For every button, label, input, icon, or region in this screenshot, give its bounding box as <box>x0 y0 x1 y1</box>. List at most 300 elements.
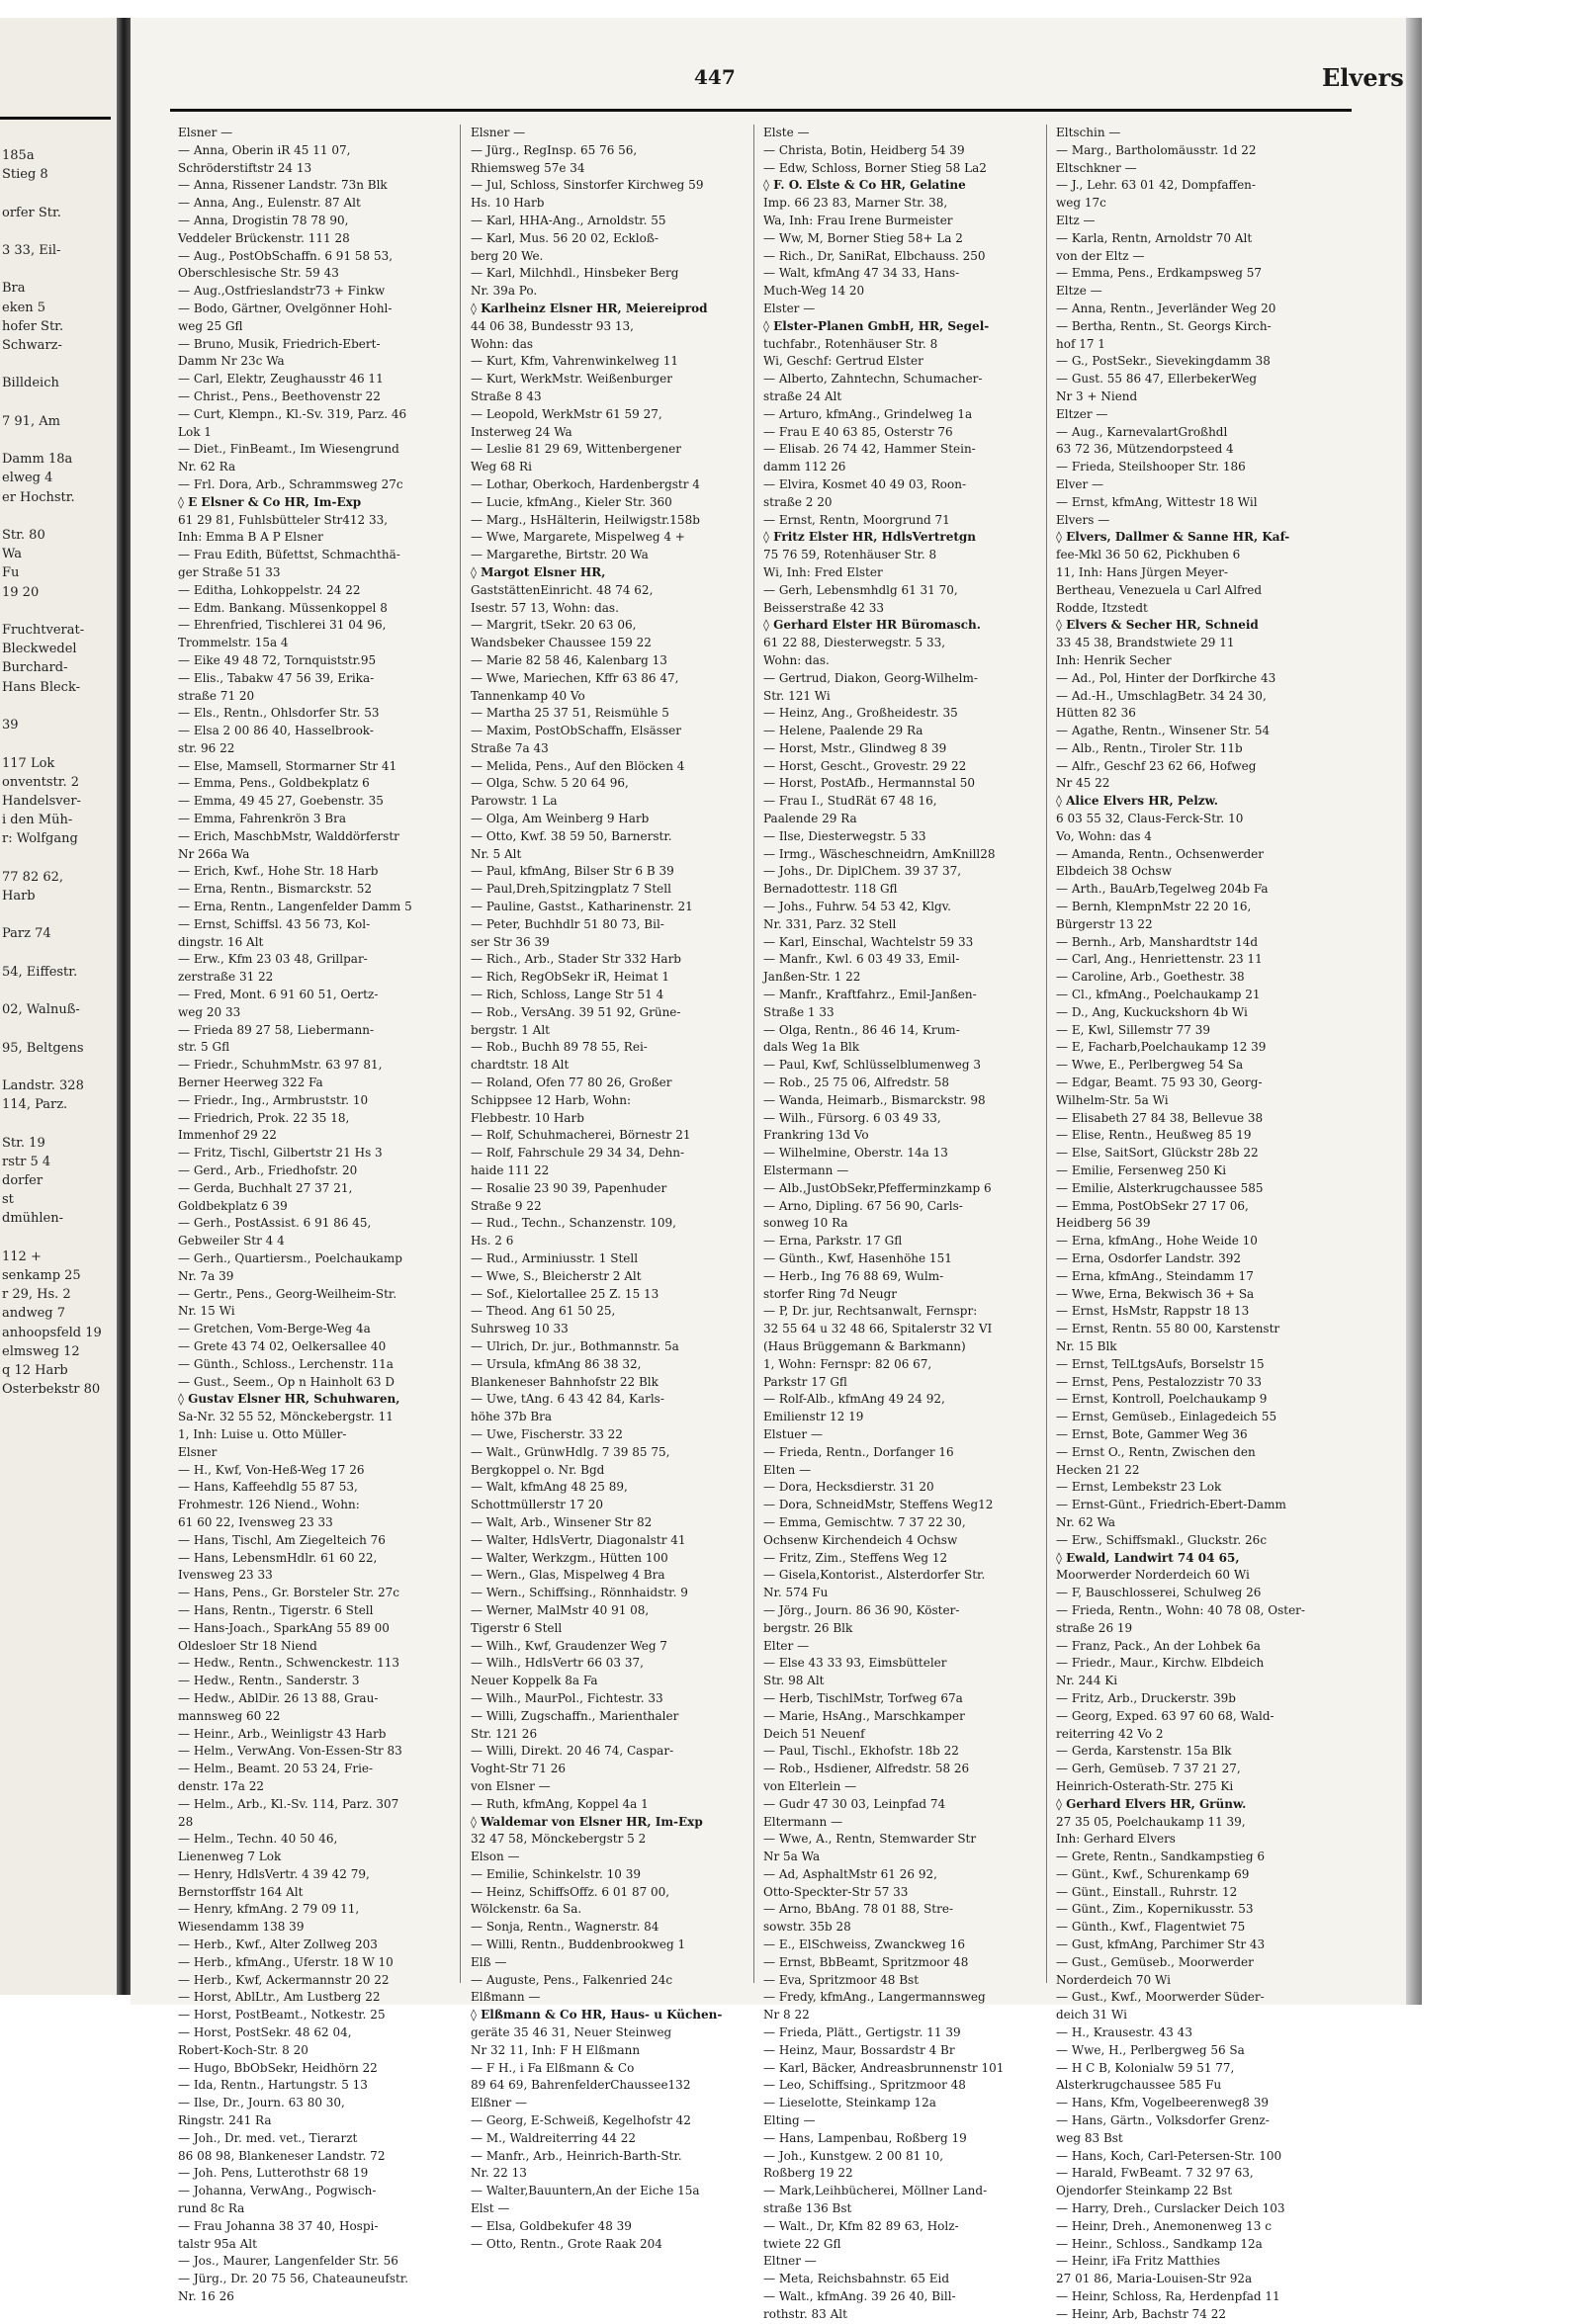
directory-entry-line: weg 17c <box>1056 196 1106 211</box>
directory-entry-line: — Ernst, Pens, Pestalozzistr 70 33 <box>1056 1374 1263 1389</box>
directory-entry-line: — Pauline, Gastst., Katharinenstr. 21 <box>471 900 693 914</box>
directory-entry-line: — Johanna, VerwAng., Pogwisch- <box>178 2184 377 2198</box>
directory-entry-line: Nr. 22 13 <box>471 2166 527 2181</box>
directory-entry-line: — Alb., Rentn., Tiroler Str. 11b <box>1056 740 1243 755</box>
directory-entry-line: — Heinr., Schloss., Sandkamp 12a <box>1056 2236 1263 2251</box>
directory-entry-line: — Herb., Kwf, Ackermannstr 20 22 <box>178 1972 390 1987</box>
directory-entry-line: ◊ Margot Elsner HR, <box>471 564 606 579</box>
previous-page-line <box>2 982 115 1000</box>
directory-entry-line: — M., Waldreiterring 44 22 <box>471 2130 636 2145</box>
directory-entry-line: Eltzer — <box>1056 406 1108 421</box>
directory-entry-line: — Friedrich, Prok. 22 35 18, <box>178 1110 350 1125</box>
previous-page-line <box>2 393 115 412</box>
directory-entry-line: dingstr. 16 Alt <box>178 934 264 949</box>
directory-entry-line: — Alfr., Geschf 23 62 66, Hofweg <box>1056 758 1257 773</box>
directory-entry-line: — Horst, Gescht., Grovestr. 29 22 <box>763 758 967 773</box>
directory-entry-line: Schottmüllerstr 17 20 <box>471 1498 604 1512</box>
directory-entry-line: sowstr. 35b 28 <box>763 1920 851 1935</box>
directory-columns <box>178 125 1355 2321</box>
directory-entry-line: — Uwe, tAng. 6 43 42 84, Karls- <box>471 1392 664 1407</box>
directory-entry-line: — Hans, Pens., Gr. Borsteler Str. 27c <box>178 1586 399 1600</box>
previous-page-line <box>2 1229 115 1248</box>
directory-entry-line: ser Str 36 39 <box>471 934 550 949</box>
directory-entry-line: Berner Heerweg 322 Fa <box>178 1076 323 1090</box>
directory-entry-line: ◊ Ewald, Landwirt 74 04 65, <box>1056 1550 1240 1565</box>
directory-entry-line: — Gisela,Kontorist., Alsterdorfer Str. <box>763 1568 986 1583</box>
directory-entry-line: Eltermann — <box>763 1814 843 1829</box>
directory-entry-line: Alsterkrugchaussee 585 Fu <box>1056 2078 1222 2093</box>
directory-entry-line: straße 2 20 <box>763 494 833 509</box>
directory-entry-line: — Franz, Pack., An der Lohbek 6a <box>1056 1638 1261 1653</box>
directory-entry-line: — Wilh., MaurPol., Fichtestr. 33 <box>471 1690 663 1705</box>
directory-entry-line: — Anna, Rissener Landstr. 73n Blk <box>178 178 388 193</box>
directory-entry-line: — Erw., Schiffsmakl., Gluckstr. 26c <box>1056 1532 1268 1547</box>
directory-entry-line: Str. 121 26 <box>471 1726 538 1741</box>
directory-entry-line: Nr 32 11, Inh: F H Elßmann <box>471 2042 641 2057</box>
directory-entry-line: — Aug., KarnevalartGroßhdl <box>1056 424 1228 439</box>
previous-page-line: Schwarz- <box>2 338 62 354</box>
previous-page-line <box>2 1019 115 1038</box>
directory-entry-line: ◊ Elster-Planen GmbH, HR, Segel- <box>763 318 990 333</box>
directory-entry-line: Tigerstr 6 Stell <box>471 1620 563 1635</box>
directory-entry-line: Veddeler Brückenstr. 111 28 <box>178 230 350 245</box>
directory-entry-line: — Hans-Joach., SparkAng 55 89 00 <box>178 1620 390 1635</box>
directory-entry-line: ◊ Elvers, Dallmer & Sanne HR, Kaf- <box>1056 530 1290 545</box>
directory-entry-line: — Arno, Dipling. 67 56 90, Carls- <box>763 1198 963 1213</box>
previous-page-line: senkamp 25 <box>2 1267 81 1283</box>
previous-page-line: Bra <box>2 281 26 297</box>
directory-entry-line: — Johs., Fuhrw. 54 53 42, Klgv. <box>763 900 951 914</box>
directory-entry-line: — Wwe, Margarete, Mispelweg 4 + <box>471 530 685 545</box>
directory-entry-line: — Ernst, Schiffsl. 43 56 73, Kol- <box>178 916 371 931</box>
previous-page-line: eken 5 <box>2 300 46 315</box>
directory-entry-line: — Wern., Glas, Mispelweg 4 Bra <box>471 1568 665 1583</box>
directory-entry-line: Ojendorfer Steinkamp 22 Bst <box>1056 2184 1233 2198</box>
previous-page-line: Parz 74 <box>2 926 51 942</box>
directory-entry-line: — Gerh, Gemüseb. 7 37 21 27, <box>1056 1762 1241 1776</box>
directory-entry-line: 32 47 58, Mönckebergstr 5 2 <box>471 1832 647 1847</box>
directory-entry-line: 32 55 64 u 32 48 66, Spitalerstr 32 VI <box>763 1322 993 1336</box>
directory-entry-line: — Diet., FinBeamt., Im Wiesengrund <box>178 442 399 457</box>
directory-entry-line: Frankring 13d Vo <box>763 1128 869 1143</box>
directory-entry-line: — Emilie, Fersenweg 250 Ki <box>1056 1163 1227 1178</box>
directory-entry-line: — Alberto, Zahntechn, Schumacher- <box>763 372 983 387</box>
directory-entry-line: — Georg, Exped. 63 97 60 68, Wald- <box>1056 1708 1274 1723</box>
previous-page-line: 19 20 <box>2 584 40 600</box>
previous-page-line: 54, Eiffestr. <box>2 964 78 980</box>
directory-entry-line: — Wwe, E., Perlbergweg 54 Sa <box>1056 1058 1244 1073</box>
directory-entry-line: Vo, Wohn: das 4 <box>1056 828 1152 843</box>
directory-entry-line: — Gust., Kwf., Moorwerder Süder- <box>1056 1990 1265 2005</box>
directory-entry-line: — Heinr, Schloss, Ra, Herdenpfad 11 <box>1056 2289 1280 2304</box>
directory-entry-line: Imp. 66 23 83, Marner Str. 38, <box>763 196 948 211</box>
directory-entry-line: — Frl. Dora, Arb., Schrammsweg 27c <box>178 476 403 491</box>
directory-entry-line: — Caroline, Arb., Goethestr. 38 <box>1056 970 1245 985</box>
directory-entry-line: höhe 37b Bra <box>471 1410 553 1424</box>
directory-entry-line: — Günth., Kwf., Flagentwiet 75 <box>1056 1920 1246 1935</box>
directory-entry-line: Elsner <box>178 1444 218 1459</box>
directory-entry-line: — Erna, kfmAng., Hohe Weide 10 <box>1056 1234 1258 1248</box>
directory-entry-line: — Anna, Rentn., Jeverländer Weg 20 <box>1056 301 1276 315</box>
directory-entry-line: Sa-Nr. 32 55 52, Mönckebergstr. 11 <box>178 1410 394 1424</box>
previous-page-line: Damm 18a <box>2 452 73 468</box>
previous-page-line <box>2 260 115 279</box>
previous-page-line: 39 <box>2 718 19 733</box>
directory-entry-line: rund 8c Ra <box>178 2201 245 2216</box>
directory-entry-line: — Rob., Buchh 89 78 55, Rei- <box>471 1040 648 1055</box>
directory-entry-line: — Gerda, Karstenstr. 15a Blk <box>1056 1744 1232 1759</box>
directory-entry-line: — Mark,Leihbücherei, Möllner Land- <box>763 2184 988 2198</box>
directory-entry-line: Wohn: das. <box>763 652 830 667</box>
directory-entry-line: — Grete, Rentn., Sandkampstieg 6 <box>1056 1850 1265 1864</box>
previous-page-line <box>2 222 115 241</box>
previous-page-line <box>2 1058 115 1076</box>
previous-page-line: Handelsver- <box>2 793 81 809</box>
directory-entry-line: — Friedr., Maur., Kirchw. Elbdeich <box>1056 1656 1265 1671</box>
directory-entry-line: — Gerd., Arb., Friedhofstr. 20 <box>178 1163 358 1178</box>
directory-entry-line: — Gerh, Lebensmhdlg 61 31 70, <box>763 582 958 597</box>
previous-page-line: Fruchtverat- <box>2 623 85 639</box>
directory-entry-line: — Gust, kfmAng, Parchimer Str 43 <box>1056 1937 1266 1952</box>
directory-entry-line: str. 5 Gfl <box>178 1040 230 1055</box>
directory-entry-line: — Horst, AblLtr., Am Lustberg 22 <box>178 1990 381 2005</box>
directory-entry-line: — Bruno, Musik, Friedrich-Ebert- <box>178 336 381 351</box>
directory-entry-line: Elson — <box>471 1850 520 1864</box>
directory-entry-line: 61 22 88, Diesterwegstr. 5 33, <box>763 636 946 650</box>
directory-entry-line: — Rosalie 23 90 39, Papenhuder <box>471 1180 667 1195</box>
directory-entry-line: str. 96 22 <box>178 740 235 755</box>
directory-entry-line: — Hedw., Rentn., Schwenckestr. 113 <box>178 1656 400 1671</box>
directory-entry-line: — Wilh., Kwf, Graudenzer Weg 7 <box>471 1638 667 1653</box>
directory-entry-line: — Wwe, S., Bleicherstr 2 Alt <box>471 1268 642 1283</box>
previous-page-line: Bleckwedel <box>2 642 77 657</box>
directory-entry-line: — Heinr., Arb., Weinligstr 43 Harb <box>178 1726 387 1741</box>
previous-page-line <box>2 697 115 716</box>
directory-entry-line: — Alb.,JustObSekr,Pfefferminzkamp 6 <box>763 1180 992 1195</box>
directory-entry-line: — Else 43 33 93, Eimsbütteler <box>763 1656 947 1671</box>
directory-entry-line: — Marie, HsAng., Marschkamper <box>763 1708 965 1723</box>
directory-entry-line: — Emma, Pens., Goldbekplatz 6 <box>178 776 370 791</box>
directory-entry-line: Nr. 244 Ki <box>1056 1674 1118 1688</box>
directory-entry-line: bergstr. 1 Alt <box>471 1022 551 1037</box>
directory-entry-line: Nr 45 22 <box>1056 776 1110 791</box>
directory-entry-line: Elsner — <box>471 126 526 139</box>
directory-entry-line: — E, Kwl, Sillemstr 77 39 <box>1056 1022 1211 1037</box>
directory-entry-line: Insterweg 24 Wa <box>471 424 572 439</box>
directory-entry-line: — Anna, Ang., Eulenstr. 87 Alt <box>178 196 361 211</box>
directory-entry-line: — Emilie, Schinkelstr. 10 39 <box>471 1866 642 1881</box>
directory-entry-line: Parowstr. 1 La <box>471 794 558 809</box>
directory-entry-line: Robert-Koch-Str. 8 20 <box>178 2042 308 2057</box>
directory-entry-line: — Günt., Kwf., Schurenkamp 69 <box>1056 1866 1250 1881</box>
directory-entry-line: Eltschkner — <box>1056 160 1137 175</box>
previous-page-line: 114, Parz. <box>2 1097 68 1113</box>
directory-entry-line: — Edgar, Beamt. 75 93 30, Georg- <box>1056 1076 1263 1090</box>
directory-entry-line: Schippsee 12 Harb, Wohn: <box>471 1092 632 1107</box>
directory-entry-line: — E., ElSchweiss, Zwanckweg 16 <box>763 1937 966 1952</box>
directory-entry-line: — Emma, PostObSekr 27 17 06, <box>1056 1198 1249 1213</box>
directory-entry-line: 11, Inh: Hans Jürgen Meyer- <box>1056 564 1228 579</box>
directory-entry-line: — Günt., Zim., Kopernikusstr. 53 <box>1056 1902 1254 1917</box>
directory-entry-line: Nr. 15 Blk <box>1056 1338 1117 1353</box>
directory-entry-line: Elßmann — <box>471 1990 541 2005</box>
directory-entry-line: — Johs., Dr. DiplChem. 39 37 37, <box>763 864 962 879</box>
directory-entry-line: — Elisabeth 27 84 38, Bellevue 38 <box>1056 1110 1264 1125</box>
directory-entry-line: — Horst, PostAfb., Hermannstal 50 <box>763 776 976 791</box>
previous-page-fragment <box>0 18 117 1995</box>
header-rule <box>170 109 1352 112</box>
directory-entry-line: — Walter, HdlsVertr, Diagonalstr 41 <box>471 1532 686 1547</box>
directory-entry-line: — Lieselotte, Steinkamp 12a <box>763 2096 936 2110</box>
directory-entry-line: Nr. 574 Fu <box>763 1586 829 1600</box>
directory-entry-line: — Hans, Lampenbau, Roßberg 19 <box>763 2130 967 2145</box>
directory-entry-line: — Elvira, Kosmet 40 49 03, Roon- <box>763 476 967 491</box>
directory-entry-line: — Karl, Milchhdl., Hinsbeker Berg <box>471 266 679 281</box>
directory-entry-line: fee-Mkl 36 50 62, Pickhuben 6 <box>1056 548 1241 562</box>
directory-entry-line: — Heinr, iFa Fritz Matthies <box>1056 2254 1221 2269</box>
running-head: Elvers <box>1322 63 1404 92</box>
directory-entry-line: Inh: Gerhard Elvers <box>1056 1832 1176 1847</box>
directory-entry-line: chardtstr. 18 Alt <box>471 1058 570 1073</box>
directory-entry-line: — Walt., GrünwHdlg. 7 39 85 75, <box>471 1444 670 1459</box>
directory-entry-line: — Heinz, Maur, Bossardstr 4 Br <box>763 2042 955 2057</box>
directory-entry-line: — Fred, Mont. 6 91 60 51, Oertz- <box>178 988 379 1002</box>
directory-entry-line: — P, Dr. jur, Rechtsanwalt, Fernspr: <box>763 1304 978 1319</box>
previous-page-line: elmsweg 12 <box>2 1343 80 1359</box>
directory-entry-line: 63 72 36, Mützendorpsteed 4 <box>1056 442 1234 457</box>
directory-entry-line: — Hans, Rentn., Tigerstr. 6 Stell <box>178 1602 374 1617</box>
directory-entry-line: — Els., Rentn., Ohlsdorfer Str. 53 <box>178 706 380 721</box>
directory-entry-line: — Curt, Klempn., Kl.-Sv. 319, Parz. 46 <box>178 406 407 421</box>
directory-entry-line: Rhiemsweg 57e 34 <box>471 160 585 175</box>
directory-entry-line: Emilienstr 12 19 <box>763 1410 864 1424</box>
previous-page-line <box>2 602 115 621</box>
directory-entry-line: Nr. 7a 39 <box>178 1268 234 1283</box>
directory-entry-line: Str. 121 Wi <box>763 688 831 703</box>
directory-entry-line: — Heinr, Dreh., Anemonenweg 13 c <box>1056 2218 1272 2233</box>
directory-entry-line: — Anna, Oberin iR 45 11 07, <box>178 142 351 157</box>
directory-entry-line: — Wilh., HdlsVertr 66 03 37, <box>471 1656 644 1671</box>
directory-entry-line: Wandsbeker Chaussee 159 22 <box>471 636 652 650</box>
directory-entry-line: weg 20 33 <box>178 1004 241 1019</box>
directory-entry-line: — Rud., Techn., Schanzenstr. 109, <box>471 1216 676 1231</box>
directory-entry-line: Flebbestr. 10 Harb <box>471 1110 584 1125</box>
directory-entry-line: — Paul,Dreh,Spitzingplatz 7 Stell <box>471 882 671 897</box>
directory-entry-line: — Eva, Spritzmoor 48 Bst <box>763 1972 920 1987</box>
directory-entry-line: — Friedr., Ing., Armbruststr. 10 <box>178 1092 369 1107</box>
previous-page-line: Str. 80 <box>2 528 45 544</box>
directory-entry-line: Beisserstraße 42 33 <box>763 600 885 615</box>
directory-entry-line: — Erna, Rentn., Langenfelder Damm 5 <box>178 900 412 914</box>
directory-entry-line: Bertheau, Venezuela u Carl Alfred <box>1056 582 1263 597</box>
directory-entry-line: 27 35 05, Poelchaukamp 11 39, <box>1056 1814 1246 1829</box>
directory-entry-line: ger Straße 51 33 <box>178 564 281 579</box>
previous-page-line <box>2 184 115 203</box>
directory-entry-line: Nr 266a Wa <box>178 846 250 861</box>
directory-entry-line: ◊ Elvers & Secher HR, Schneid <box>1056 618 1259 633</box>
directory-entry-line: — Helm., Beamt. 20 53 24, Frie- <box>178 1762 374 1776</box>
directory-entry-line: — Helm., VerwAng. Von-Essen-Str 83 <box>178 1744 402 1759</box>
directory-entry-line: — Walt., kfmAng. 39 26 40, Bill- <box>763 2289 956 2304</box>
directory-entry-line: — H C B, Kolonialw 59 51 77, <box>1056 2060 1235 2075</box>
directory-entry-line: von der Eltz — <box>1056 248 1145 263</box>
directory-entry-line: — Emma, 49 45 27, Goebenstr. 35 <box>178 794 384 809</box>
directory-entry-line: — Paul, Kwf, Schlüsselblumenweg 3 <box>763 1058 982 1073</box>
directory-entry-line: — Wilhelmine, Oberstr. 14a 13 <box>763 1146 948 1161</box>
directory-entry-line: — Dora, Hecksdierstr. 31 20 <box>763 1480 934 1495</box>
directory-entry-line: — Walt, kfmAng 48 25 89, <box>471 1480 628 1495</box>
directory-entry-line: ◊ Waldemar von Elsner HR, Im-Exp <box>471 1814 703 1829</box>
directory-entry-line: — Wwe, Erna, Bekwisch 36 + Sa <box>1056 1286 1255 1301</box>
directory-entry-line: deich 31 Wi <box>1056 2008 1127 2023</box>
directory-entry-line: Elting — <box>763 2113 816 2128</box>
directory-entry-line: — Walt., Dr, Kfm 82 89 63, Holz- <box>763 2218 959 2233</box>
directory-entry-line: Ochsenw Kirchendeich 4 Ochsw <box>763 1532 958 1547</box>
directory-entry-line: — Peter, Buchhdlr 51 80 73, Bil- <box>471 916 664 931</box>
directory-entry-line: — Ernst, Gemüseb., Einlagedeich 55 <box>1056 1410 1277 1424</box>
previous-page-line: 77 82 62, <box>2 869 64 885</box>
previous-page-line: 185a <box>2 148 35 163</box>
directory-entry-line: — Lucie, kfmAng., Kieler Str. 360 <box>471 494 672 509</box>
directory-entry-line: — Eike 49 48 72, Tornquiststr.95 <box>178 652 377 667</box>
directory-entry-line: reiterring 42 Vo 2 <box>1056 1726 1164 1741</box>
directory-entry-line: — Manfr., Arb., Heinrich-Barth-Str. <box>471 2148 682 2163</box>
previous-page-line: Osterbekstr 80 <box>2 1382 101 1398</box>
directory-entry-line: — Jörg., Journ. 86 36 90, Köster- <box>763 1602 960 1617</box>
previous-page-line: hofer Str. <box>2 318 64 334</box>
directory-entry-line: — Walter,Bauuntern,An der Eiche 15a <box>471 2184 700 2198</box>
directory-entry-line: weg 83 Bst <box>1056 2130 1123 2145</box>
previous-page-line: 95, Beltgens <box>2 1040 84 1056</box>
previous-page-line <box>2 507 115 526</box>
directory-entry-line: — Jürg., Dr. 20 75 56, Chateauneufstr. <box>178 2272 409 2286</box>
directory-entry-line: — Anna, Drogistin 78 78 90, <box>178 213 349 227</box>
directory-entry-line: — Rud., Arminiusstr. 1 Stell <box>471 1251 639 1265</box>
directory-entry-line: 1, Inh: Luise u. Otto Müller- <box>178 1426 347 1441</box>
directory-entry-line: Lok 1 <box>178 424 212 439</box>
directory-entry-line: — H., Kwf, Von-Heß-Weg 17 26 <box>178 1462 365 1477</box>
directory-entry-line: — Wwe, Mariechen, Kffr 63 86 47, <box>471 670 679 685</box>
directory-entry-line: — Leslie 81 29 69, Wittenbergener <box>471 442 682 457</box>
directory-entry-line: zerstraße 31 22 <box>178 970 274 985</box>
directory-entry-line: — Editha, Lohkoppelstr. 24 22 <box>178 582 361 597</box>
directory-entry-line: 44 06 38, Bundesstr 93 13, <box>471 318 634 333</box>
directory-entry-line: straße 71 20 <box>178 688 255 703</box>
directory-entry-line: — Gerh., Quartiersm., Poelchaukamp <box>178 1251 402 1265</box>
previous-page-line: r: Wolfgang <box>2 831 78 847</box>
directory-entry-line: — Paul, Tischl., Ekhofstr. 18b 22 <box>763 1744 959 1759</box>
directory-entry-line: Nr. 331, Parz. 32 Stell <box>763 916 897 931</box>
directory-entry-line: — Frau Johanna 38 37 40, Hospi- <box>178 2218 379 2233</box>
directory-entry-line: — Joh. Pens, Lutterothstr 68 19 <box>178 2166 369 2181</box>
directory-entry-line: twiete 22 Gfl <box>763 2236 841 2251</box>
directory-entry-line: — Auguste, Pens., Falkenried 24c <box>471 1972 673 1987</box>
directory-entry-line: Much-Weg 14 20 <box>763 284 865 299</box>
previous-page-line: andweg 7 <box>2 1306 65 1322</box>
directory-entry-line: — Harald, FwBeamt. 7 32 97 63, <box>1056 2166 1254 2181</box>
directory-entry-line: Hs. 2 6 <box>471 1234 514 1248</box>
directory-entry-line: Oldesloer Str 18 Niend <box>178 1638 317 1653</box>
directory-entry-line: Tannenkamp 40 Vo <box>471 688 585 703</box>
directory-entry-line: — Wwe, A., Rentn, Stemwarder Str <box>763 1832 977 1847</box>
directory-entry-line: — Bernh., Arb, Manshardtstr 14d <box>1056 934 1259 949</box>
directory-entry-line: — Martha 25 37 51, Reismühle 5 <box>471 706 669 721</box>
directory-entry-line: — Manfr., Kwl. 6 03 49 33, Emil- <box>763 952 960 967</box>
directory-entry-line: — Wwe, H., Perlbergweg 56 Sa <box>1056 2042 1245 2057</box>
directory-entry-line: — Walt, Arb., Winsener Str 82 <box>471 1514 653 1529</box>
directory-column-4 <box>1056 125 1323 2321</box>
directory-entry-line: Nr 5a Wa <box>763 1850 821 1864</box>
directory-entry-line: — Ilse, Dr., Journ. 63 80 30, <box>178 2096 345 2110</box>
directory-entry-line: talstr 95a Alt <box>178 2236 257 2251</box>
directory-entry-line: — Jürg., RegInsp. 65 76 56, <box>471 142 638 157</box>
directory-entry-line: — Ernst, HsMstr, Rappstr 18 13 <box>1056 1304 1250 1319</box>
directory-entry-line: — Ernst, TelLtgsAufs, Borselstr 15 <box>1056 1356 1265 1371</box>
directory-entry-line: — Erich, Kwf., Hohe Str. 18 Harb <box>178 864 379 879</box>
directory-entry-line: Bernadottestr. 118 Gfl <box>763 882 898 897</box>
directory-entry-line: Nr. 5 Alt <box>471 846 522 861</box>
previous-page-line <box>2 905 115 924</box>
directory-entry-line: — Willi, Zugschaffn., Marienthaler <box>471 1708 679 1723</box>
directory-entry-line: — Erich, MaschbMstr, Walddörferstr <box>178 828 399 843</box>
directory-page <box>131 18 1406 2321</box>
directory-entry-line: — Arth., BauArb,Tegelweg 204b Fa <box>1056 882 1269 897</box>
directory-entry-line: — Cl., kfmAng., Poelchaukamp 21 <box>1056 988 1261 1002</box>
previous-page-line: Billdeich <box>2 376 59 391</box>
directory-entry-line: — Erna, Osdorfer Landstr. 392 <box>1056 1251 1242 1265</box>
directory-entry-line: — Melida, Pens., Auf den Blöcken 4 <box>471 758 685 773</box>
directory-entry-line: Ivensweg 23 33 <box>178 1568 273 1583</box>
directory-entry-line: — Karl, Einschal, Wachtelstr 59 33 <box>763 934 974 949</box>
directory-entry-line: Hütten 82 36 <box>1056 706 1136 721</box>
directory-entry-line: — Frieda, Rentn., Dorfanger 16 <box>763 1444 954 1459</box>
directory-entry-line: — Herb., Ing 76 88 69, Wulm- <box>763 1268 944 1283</box>
directory-entry-line: Roßberg 19 22 <box>763 2166 853 2181</box>
directory-entry-line: Elstuer — <box>763 1426 823 1441</box>
directory-entry-line: — Wanda, Heimarb., Bismarckstr. 98 <box>763 1092 986 1107</box>
directory-entry-line: Wiesendamm 138 39 <box>178 1920 305 1935</box>
previous-page-line: 7 91, Am <box>2 413 60 429</box>
directory-entry-line: ◊ Gustav Elsner HR, Schuhwaren, <box>178 1392 400 1407</box>
directory-entry-line: — Georg, E-Schweiß, Kegelhofstr 42 <box>471 2113 691 2128</box>
directory-entry-line: — Carl, Ang., Henriettenstr. 23 11 <box>1056 952 1263 967</box>
directory-entry-line: — Aug.,Ostfrieslandstr73 + Finkw <box>178 284 386 299</box>
directory-entry-line: dals Weg 1a Blk <box>763 1040 860 1055</box>
directory-entry-line: — Sonja, Rentn., Wagnerstr. 84 <box>471 1920 659 1935</box>
directory-entry-line: Inh: Emma B A P Elsner <box>178 530 323 545</box>
directory-entry-line: — Margarethe, Birtstr. 20 Wa <box>471 548 649 562</box>
directory-entry-line: — Karl, HHA-Ang., Arnoldstr. 55 <box>471 213 666 227</box>
previous-page-line <box>2 944 115 963</box>
directory-entry-line: Elste — <box>763 126 810 139</box>
column-separator <box>1046 125 1047 1983</box>
directory-entry-line: — Fritz, Tischl, Gilbertstr 21 Hs 3 <box>178 1146 383 1161</box>
directory-entry-line: Wi, Geschf: Gertrud Elster <box>763 354 923 369</box>
directory-entry-line: Elstermann — <box>763 1163 849 1178</box>
directory-entry-line: — Walter, Werkzgm., Hütten 100 <box>471 1550 668 1565</box>
directory-entry-line: Elver — <box>1056 476 1104 491</box>
directory-entry-line: — Elsa, Goldbekufer 48 39 <box>471 2218 632 2233</box>
directory-entry-line: — Carl, Elektr, Zeughausstr 46 11 <box>178 372 384 387</box>
directory-entry-line: 61 60 22, Ivensweg 23 33 <box>178 1514 333 1529</box>
directory-entry-line: Elster — <box>763 301 816 315</box>
previous-page-line <box>2 734 115 753</box>
directory-entry-line: — Otto, Kwf. 38 59 50, Barnerstr. <box>471 828 672 843</box>
directory-entry-line: — Hans, Gärtn., Volksdorfer Grenz- <box>1056 2113 1270 2128</box>
directory-entry-line: — Hans, LebensmHdlr. 61 60 22, <box>178 1550 378 1565</box>
previous-page-line: rstr 5 4 <box>2 1154 51 1169</box>
directory-entry-line: 6 03 55 32, Claus-Ferck-Str. 10 <box>1056 812 1244 826</box>
